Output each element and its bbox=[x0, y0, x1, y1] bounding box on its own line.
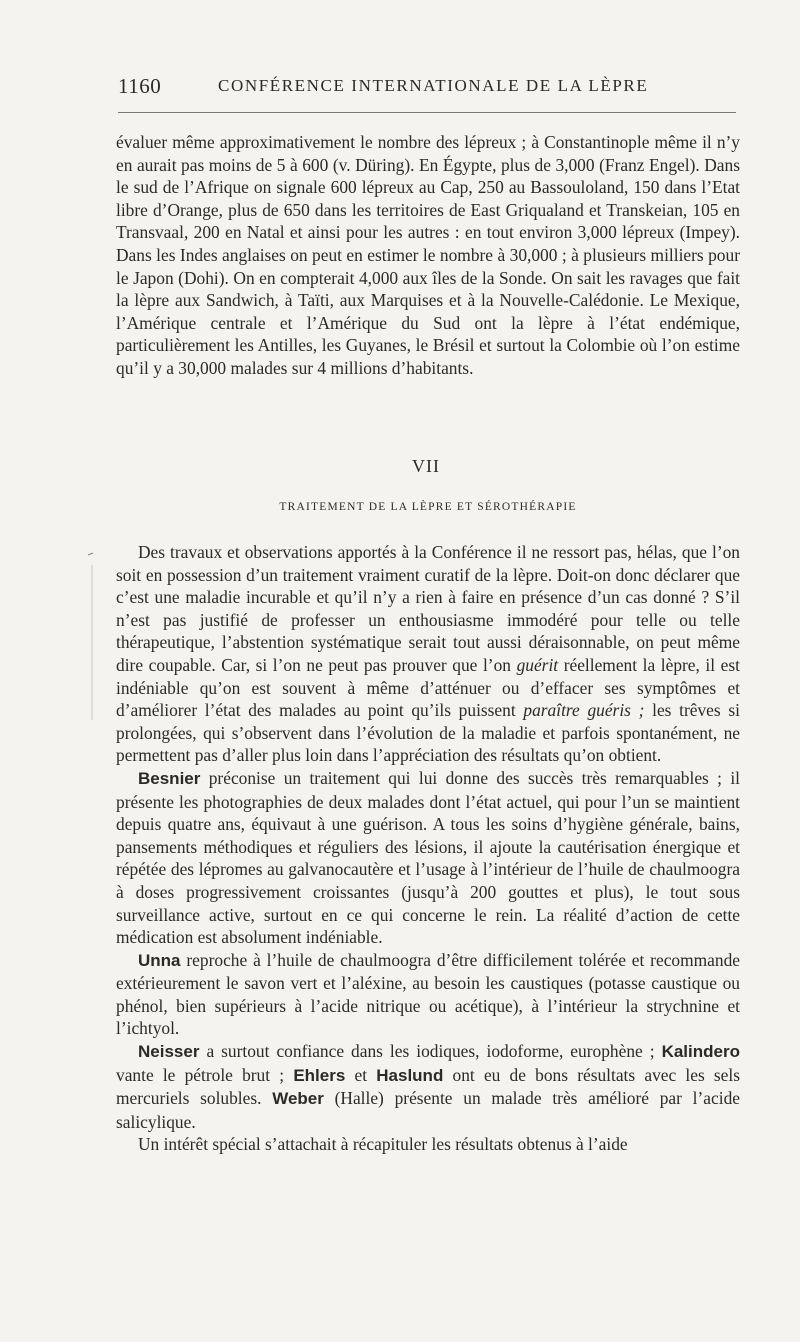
paragraph-leprosy-statistics bbox=[116, 131, 740, 380]
intro-text-a: Des travaux et observations apportés à la Conférence il ne ressort pas, hélas, que l’on soit en possession d’un traitement vraiment curatif de la lèpre. Doit-on donc déclarer que c’est une maladie incurable et qu’il n’y a rien à faire en présence d’un cas donné ? S’il n’est pas justifié de professer un enthousiasme immodéré pour telle ou telle thérapeutique, l’abstention systématique serait tout aussi déraisonnable, on peut même dire coupable. Car, si l’on ne peut pas prouver que l’on bbox=[116, 542, 740, 675]
treatment-section-body bbox=[116, 541, 740, 1156]
author-name: Neisser bbox=[138, 1042, 200, 1062]
paragraph-neisser bbox=[116, 1040, 740, 1133]
section-title: TRAITEMENT DE LA LÈPRE ET SÉROTHÉRAPIE bbox=[279, 501, 577, 513]
header-rule bbox=[118, 112, 736, 113]
author-name: Haslund bbox=[376, 1065, 444, 1085]
italic-paraitre-gueris: paraître guéris ; bbox=[523, 700, 645, 721]
author-name: Weber bbox=[272, 1089, 324, 1109]
section-number: VII bbox=[412, 456, 440, 476]
paragraph-intro bbox=[116, 541, 740, 767]
paragraph-besnier bbox=[116, 767, 740, 949]
paragraph-unna bbox=[116, 949, 740, 1040]
paragraph-text: ont eu de bons résultats avec les sels mercuriels solubles. bbox=[116, 1064, 740, 1109]
author-name: Unna bbox=[138, 950, 181, 970]
page-header bbox=[118, 74, 738, 102]
intro-text-b: réellement la lèpre, il est indéniable qu’on est souvent à même d’atténuer ou d’effacer ses symptômes et d’améliorer l’état des malades au point qu’ils puissent bbox=[116, 654, 740, 721]
paragraph-text: et bbox=[354, 1064, 368, 1085]
page-number: 1160 bbox=[118, 74, 162, 98]
paragraph-text: reproche à l’huile de chaulmoogra d’être difficilement tolérée et recommande extérieurement le savon vert et l’aléxine, au besoin les caustiques (potasse caustique ou phénol, bien supérieurs à l’acide nitrique ou acétique), à l’intérieur la strychnine et l’ichtyol. bbox=[116, 949, 740, 1039]
author-name: Kalindero bbox=[661, 1042, 740, 1062]
paragraph-text: (Halle) présente un malade très amélioré par l’acide salicylique. bbox=[116, 1088, 740, 1132]
paragraph-closing: Un intérêt spécial s’attachait à récapituler les résultats obtenus à l’aide bbox=[138, 1134, 628, 1155]
paragraph-text: évaluer même approximativement le nombre des lépreux ; à Constantinople même il n’y en aurait pas moins de 5 à 600 (v. Düring). En Égypte, plus de 3,000 (Franz Engel). Dans le sud de l’Afrique on signale 600 lépreux au Cap, 250 au Bassouloland, 150 dans l’Etat libre d’Orange, plus de 650 dans les territoires de East Griqualand et Transkeian, 105 en Transvaal, 200 en Natal et ainsi pour les autres : en tout environ 3,000 lépreux (Impey). Dans les Indes anglaises on peut en estimer le nombre à 30,000 ; à plusieurs milliers pour le Japon (Dohi). On en compterait 4,000 aux îles de la Sonde. On sait les ravages que fait la lèpre aux Sandwich, à Taïti, aux Marquises et à la Nouvelle-Calédonie. Le Mexique, l’Amérique centrale et l’Amérique du Sud ont la lèpre à l’état endémique, particulièrement les Antilles, les Guyanes, le Brésil et surtout la Colombie où l’on estime qu’il y a 30,000 malades sur 4 millions d’habitants. bbox=[116, 132, 740, 378]
paragraph-text: préconise un traitement qui lui donne des succès très remarquables ; il présente les photographies de deux malades dont l’état actuel, qui pour l’un se maintient depuis quatre ans, équivaut à une guérison. A tous les soins d’hygiène générale, bains, pansements méthodiques et réguliers des lésions, il ajoute la cautérisation énergique et répétée des lépromes au galvanocautère et l’usage à l’intérieur de l’huile de chaulmoogra à doses progressivement croissantes (jusqu’à 200 gouttes et plus), le tout sous surveillance active, surtout en ce qui concerne le rein. La réalité d’action de cette médication est absolument indéniable. bbox=[116, 767, 740, 948]
paragraph-text: vante le pétrole brut ; bbox=[116, 1064, 285, 1085]
running-title: CONFÉRENCE INTERNATIONALE DE LA LÈPRE bbox=[218, 76, 649, 95]
author-name: Besnier bbox=[138, 768, 201, 788]
italic-gueri: guérit bbox=[516, 654, 559, 675]
paragraph-text: a surtout confiance dans les iodiques, iodoforme, europhène ; bbox=[206, 1041, 655, 1062]
author-name: Ehlers bbox=[293, 1065, 346, 1085]
intro-text-c: les trêves si prolongées, qui s’observent dans l’évolution de la maladie et parfois spontanément, ne permettent pas d’aller plus loin dans l’appréciation des résultats qu’on obtient. bbox=[116, 700, 740, 766]
margin-mark bbox=[86, 545, 96, 725]
